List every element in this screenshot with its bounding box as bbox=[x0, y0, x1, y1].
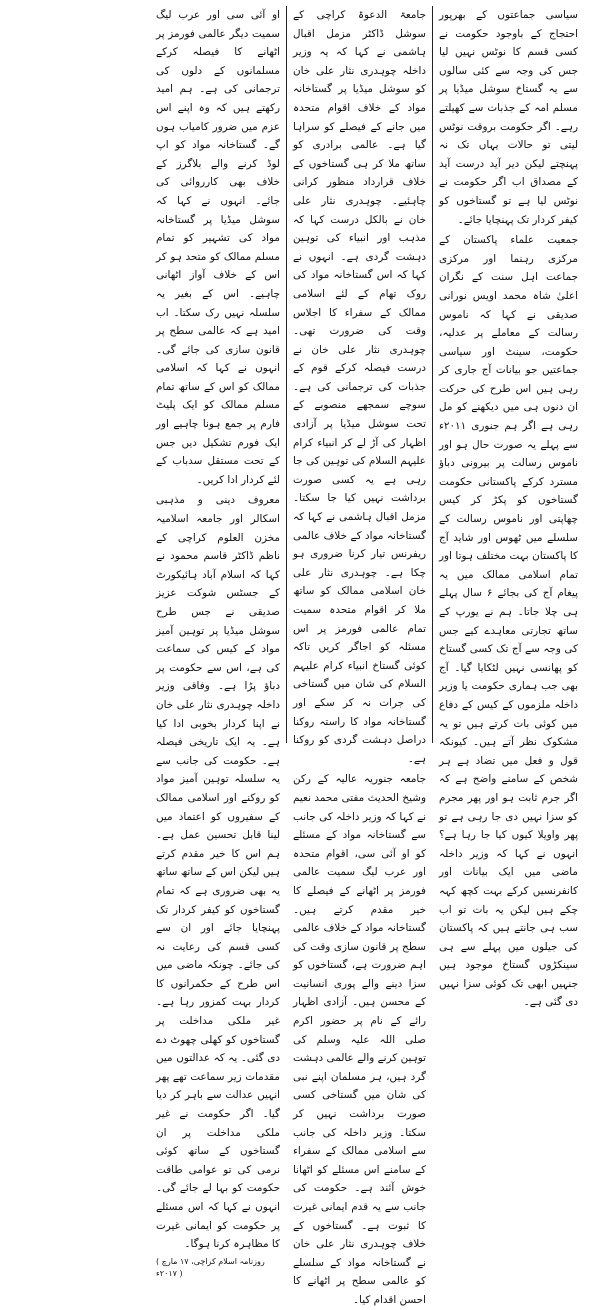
column-2-paragraph-1: جامعۃ الدعوۃ کراچی کے سوشل ڈاکٹر مزمل اقبال ہاشمی نے کہا کہ یہ وزیر داخلہ چوہدری نثار علی خان کو سوشل میڈیا پر گستاخانہ مواد کے خلاف اقوام متحدہ میں جانے کے فیصلے کو سراہا گیا ہے۔ عالمی برادری کو ساتھ ملا کر ہی گستاخوں کے خلاف قرارداد منظور کرانی چاہئیے۔ چوہدری نثار علی خان نے بالکل درست کہا کہ مذہب اور انبیاء کی توہین دہشت گردی ہے۔ انہوں نے کہا کہ اس گستاخانہ مواد کی روک تھام کے لئے اسلامی ممالک کے سفراء کا اجلاس وقت کی ضرورت تھی۔ چوہدری نثار علی خان نے درست فیصلہ کرکے قوم کے جذبات کی ترجمانی کی ہے۔ سوچے سمجھے منصوبے کے تحت سوشل میڈیا پر آزادی اظہار کی آڑ لے کر انبیاء کرام علیہم السلام کی توہین کی جا رہی ہے یہ کسی صورت برداشت نہیں کیا جا سکتا۔ مزمل اقبال ہاشمی نے کہا کہ گستاخانہ مواد کے خلاف عالمی ریفرنس تیار کرنا ضروری ہو چکا ہے۔ چوہدری نثار علی خان اسلامی ممالک کو ساتھ ملا کر اقوام متحدہ سمیت تمام عالمی فورمز پر اس مسئلہ کو اجاگر کریں تاکہ کوئی گستاخ انبیاء کرام علیہم السلام کی شان میں گستاخی کی جرات نہ کر سکے اور گستاخانہ مواد کا راستہ روکنا دراصل دہشت گردی کو روکنا ہے۔ bbox=[293, 9, 426, 765]
article-column-2 bbox=[286, 6, 432, 1306]
article-column-3 bbox=[150, 6, 286, 1278]
column-2-paragraph-2: جامعہ جنوریہ عالیہ کے رکن وشیخ الحدیث مفتی محمد نعیم نے کہا کہ وزیر داخلہ کی جانب سے گستاخانہ مواد کے مسئلے کو او آئی سی، اقوام متحدہ اور عرب لیگ سمیت عالمی فورمز پر اٹھانے کے فیصلے کا خیر مقدم کرتے ہیں۔ گستاخانہ مواد کے خلاف عالمی سطح پر قانون سازی وقت کی اہم ضرورت ہے، گستاخوں کو سزا دینے والے پوری انسانیت کے محسن ہیں۔ آزادی اظہار رائے کے نام پر حضور اکرم صلی اللہ علیہ وسلم کی توہین کرنے والے عالمی دہشت گرد ہیں، ہر مسلمان اپنے نبی کی شان میں گستاخی کسی صورت برداشت نہیں کر سکتا۔ وزیر داخلہ کی جانب سے اسلامی ممالک کے سفراء کے سامنے اس مسئلے کو اٹھانا خوش آئند ہے۔ حکومت کی جانب سے یہ قدم ایمانی غیرت کا ثبوت ہے۔ گستاخوں کے خلاف چوہدری نثار علی خان نے گستاخانہ مواد کے سلسلے کو عالمی سطح پر اٹھانے کا احسن اقدام کیا۔ bbox=[293, 773, 426, 1306]
column-3-paragraph-1: او آئی سی اور عرب لیگ سمیت دیگر عالمی فورمز پر اٹھانے کا فیصلہ کرکے مسلمانوں کے دلوں کی ترجمانی کی ہے۔ ہم امید رکھتے ہیں کہ وہ اپنے اس عزم میں ضرور کامیاب ہوں گے۔ گستاخانہ مواد کو اپ لوڈ کرنے والے بلاگرز کے خلاف بھی کارروائی کی جائے۔ انہوں نے کہا کہ سوشل میڈیا پر گستاخانہ مواد کی تشہیر کو تمام مسلم ممالک کو متحد ہو کر اس کے خلاف آواز اٹھانی چاہیے۔ اس کے بغیر یہ سلسلہ نہیں رک سکتا۔ اب امید ہے کہ عالمی سطح پر قانون سازی کی جائے گی۔ انہوں نے کہا کہ اسلامی ممالک کو اس کے ساتھ تمام مسلم ممالک کو ایک پلیٹ فارم پر جمع ہونا چاہیے اور ایک فورم تشکیل دیں جس کے تحت مستقل سدباب کے لئے کردار ادا کریں۔ bbox=[156, 9, 280, 486]
article-column-1 bbox=[432, 6, 584, 1009]
column-1-paragraph-1: سیاسی جماعتوں کے بھرپور احتجاج کے باوجود حکومت نے کسی قسم کا نوٹس نہیں لیا جس کی وجہ سے کئی سالوں سے یہ گستاخ سوشل میڈیا پر مسلم امہ کے جذبات سے کھیلتے رہے۔ اگر حکومت بروقت نوٹس لیتی تو حالات یہاں تک نہ پہنچتے لیکن دیر آید درست آید کے مصداق اب اگر حکومت نے نوٹس لیا ہے تو گستاخوں کو کیفر کردار تک پہنچایا جائے۔ bbox=[439, 9, 578, 226]
column-1-paragraph-2: جمعیت علماء پاکستان کے مرکزی رہنما اور مرکزی جماعت اہل سنت کے نگران اعلیٰ شاہ محمد اویس نورانی صدیقی نے کہا کہ ناموس رسالت کے معاملے پر عدلیہ، حکومت، سینٹ اور سیاسی جماعتیں جو بیانات آج جاری کر رہی ہیں اس طرح کی حرکت ان دنوں ہی میں دیکھنے کو مل رہی ہے اگر ہم جنوری ۲۰۱۱ء سے پہلے یہ صورت حال ہو اور ناموس رسالت پر بیرونی دباؤ مسترد کرکے پاکستانی حکومت گستاخوں کو پکڑ کر کیس چھاپتی اور ناموس رسالت کے سلسلے میں ٹھوس اور شاید آج کا پاکستان بہت مختلف ہوتا اور تمام اسلامی ممالک میں یہ پیغام آج کی بجائے ۶ سال پہلے ہی چلا جاتا۔ ہم نے یورپ کے ساتھ تجارتی معاہدے کیے جس کی وجہ سے آج تک کسی گستاخ کو پھانسی نہیں لٹکایا گیا۔ آج بھی جب ہماری حکومت یا وزیر داخلہ ملزموں کے کیس کے دفاع میں کوئی بات کرتے ہیں تو یہ مشکوک نظر آتے ہیں۔ کیونکہ قول و فعل میں تضاد ہے ہر شخص کے سامنے واضح ہے کہ اگر جرم ثابت ہو اور پھر مجرم کو سزا نہیں دی جا رہی ہے تو پھر واویلا کیوں کیا جا رہا ہے؟ انہوں نے کہا کہ وزیر داخلہ ماضی میں ایک بیانات اور کانفرنسیں کرکے بہت کچھ کہہ چکے ہیں لیکن یہ بات تو اب سب ہی جانتے ہیں کہ پاکستان کی جیلوں میں پہلے سے ہی سینکڑوں گستاخ موجود ہیں جنہیں ابھی تک کوئی سزا نہیں دی گئی ہے۔ bbox=[439, 234, 578, 1009]
source-citation: ( روزنامہ اسلام کراچی، ۱۷ مارچ ۲۰۱۷ء ) bbox=[156, 1256, 265, 1278]
column-3-paragraph-2: معروف دینی و مذہبی اسکالر اور جامعہ اسلامیہ مخزن العلوم کراچی کے ناظم ڈاکٹر قاسم محمود نے کہا کہ اسلام آباد ہائیکورٹ کے جسٹس شوکت عزیز صدیقی نے جس طرح سوشل میڈیا پر توہین آمیز مواد کے کیس کی سماعت کی ہے، اس سے حکومت پر دباؤ پڑا ہے۔ وفاقی وزیر داخلہ چوہدری نثار علی خان نے اپنا کردار بخوبی ادا کیا ہے۔ یہ ایک تاریخی فیصلہ ہے۔ حکومت کی جانب سے یہ سلسلہ توہین آمیز مواد کو روکنے اور اسلامی ممالک کے سفیروں کو اعتماد میں لینا قابل تحسین عمل ہے۔ ہم اس کا خیر مقدم کرتے ہیں لیکن اس کے ساتھ ساتھ یہ بھی ضروری ہے کہ تمام گستاخوں کو کیفر کردار تک پہنچایا جائے اور ان سے کسی قسم کی رعایت نہ کی جائے۔ چونکہ ماضی میں اس طرح کے حکمرانوں کا کردار بہت کمزور رہا ہے۔ غیر ملکی مداخلت پر گستاخوں کو کھلی چھوٹ دے دی گئی۔ یہ کہ عدالتوں میں مقدمات زیر سماعت تھے پھر انہیں عدالت سے باہر کر دیا گیا۔ اگر حکومت نے غیر ملکی مداخلت پر ان گستاخوں کے ساتھ کوئی نرمی کی تو عوامی طاقت حکومت کو بہا لے جائے گی۔ انہوں نے کہا کہ اس مسئلے پر حکومت کو ایمانی غیرت کا مظاہرہ کرنا ہوگا۔ bbox=[156, 494, 280, 1251]
